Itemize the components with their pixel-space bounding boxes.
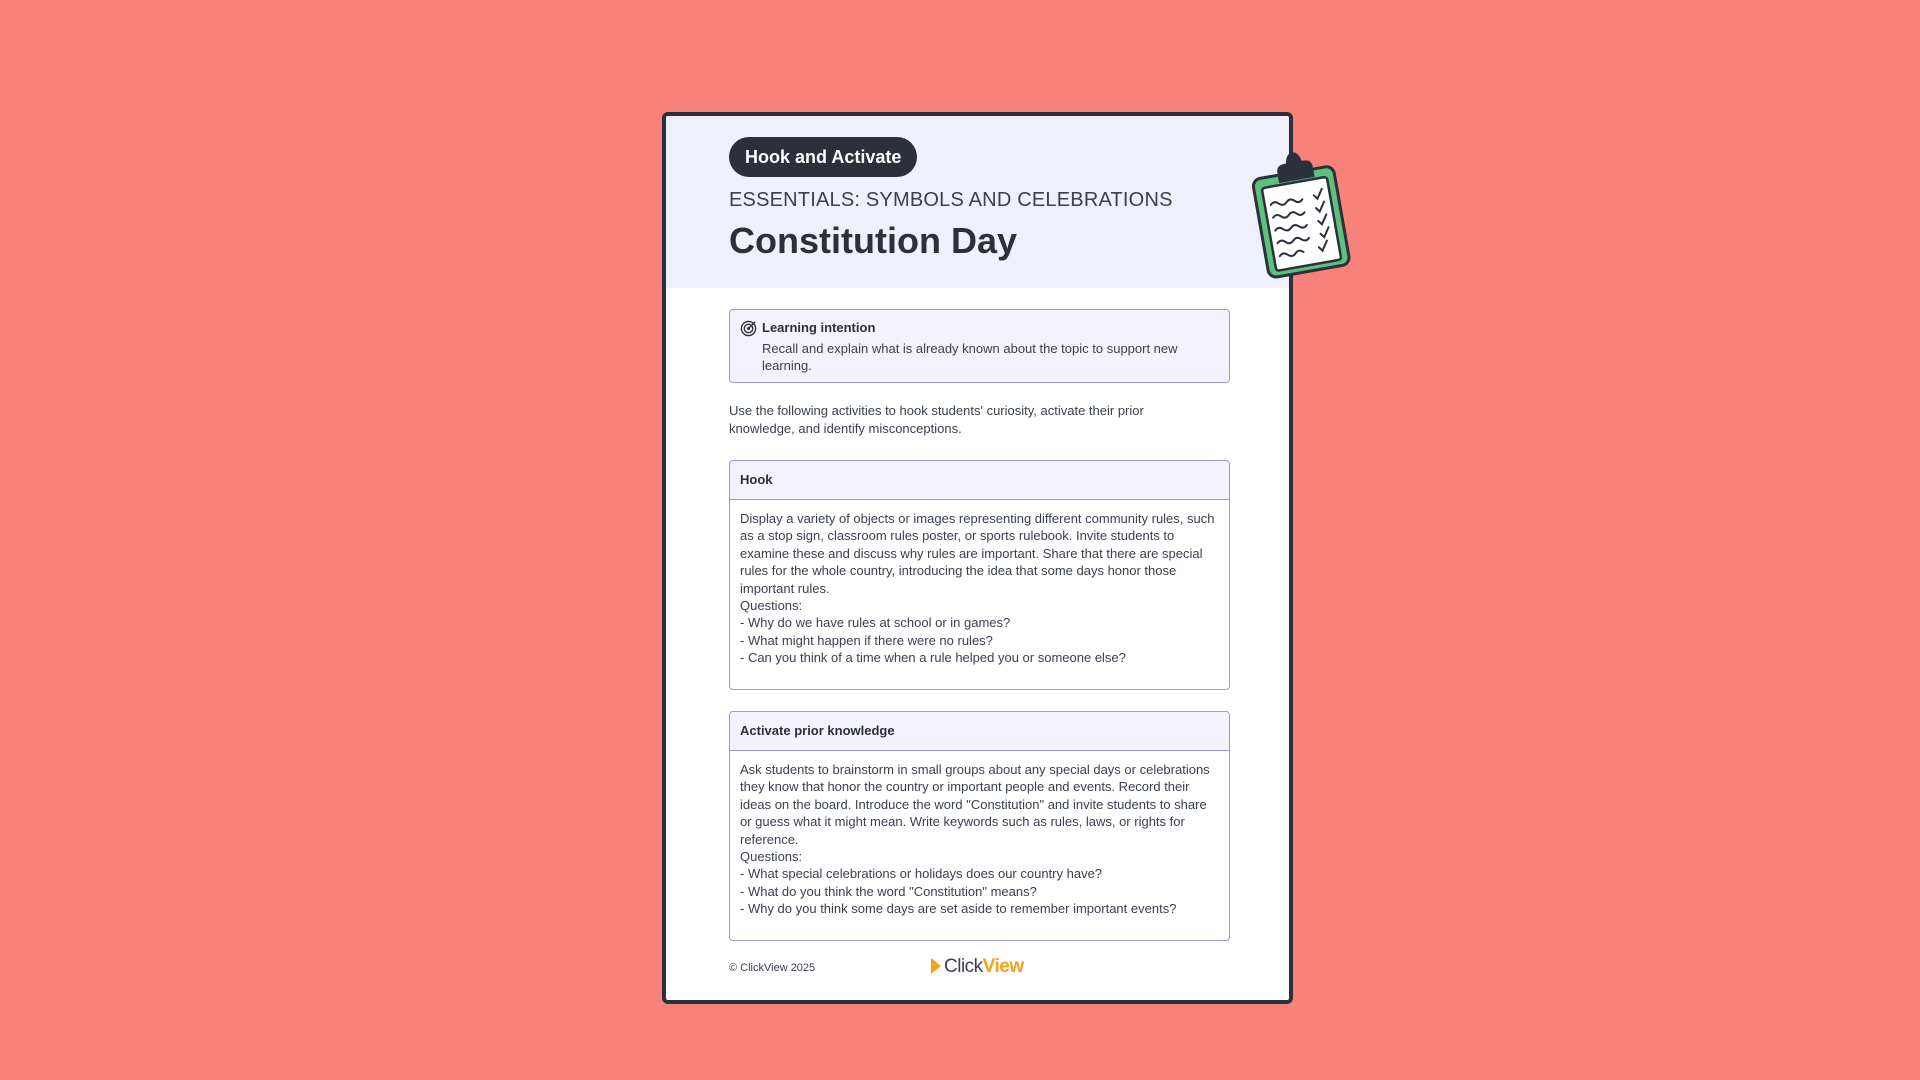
clickview-logo bbox=[931, 956, 1024, 978]
learning-intention-title: Learning intention bbox=[762, 320, 876, 335]
worksheet-header bbox=[666, 116, 1289, 288]
page-title: Constitution Day bbox=[729, 220, 1017, 261]
intro-paragraph: Use the following activities to hook students' curiosity, activate their prior knowledge, and identify misconceptions. bbox=[729, 403, 1144, 436]
activate-card-body: Ask students to brainstorm in small groups about any special days or celebrations they know that honor the country or important people and events. Record their ideas on the board. Introduce the word "Constitution" and invite students to share or guess what it might mean. Write keywords such as rules, laws, or rights for reference. Questions: - What special celebrations or holidays does our country have? - What do you think the word "Constitution" means? - Why do you think some days are set aside to remember important events? bbox=[740, 762, 1210, 917]
activate-card-title: Activate prior knowledge bbox=[730, 712, 1229, 751]
hook-card bbox=[729, 460, 1230, 690]
learning-intention-box bbox=[729, 309, 1230, 383]
hook-card-body: Display a variety of objects or images representing different community rules, such as a stop sign, classroom rules poster, or sports rulebook. Invite students to examine these and discuss why rules are important. Share that there are special rules for the whole country, introducing the idea that some days honor those important rules. Questions: - Why do we have rules at school or in games? - What might happen if there were no rules? - Can you think of a time when a rule helped you or someone else? bbox=[740, 511, 1215, 666]
target-icon bbox=[740, 320, 757, 337]
logo-word-click: Click bbox=[944, 956, 983, 977]
logo-word-view: View bbox=[982, 956, 1024, 977]
learning-intention-text: Recall and explain what is already known about the topic to support new learning. bbox=[762, 341, 1178, 373]
section-badge: Hook and Activate bbox=[729, 137, 917, 177]
clipboard-checklist-icon bbox=[1245, 150, 1355, 280]
series-subtitle: ESSENTIALS: SYMBOLS AND CELEBRATIONS bbox=[729, 189, 1173, 211]
copyright-text: © ClickView 2025 bbox=[729, 962, 816, 974]
worksheet-page bbox=[662, 112, 1293, 1004]
hook-card-title: Hook bbox=[730, 461, 1229, 500]
activate-card bbox=[729, 711, 1230, 941]
play-icon bbox=[931, 958, 941, 974]
